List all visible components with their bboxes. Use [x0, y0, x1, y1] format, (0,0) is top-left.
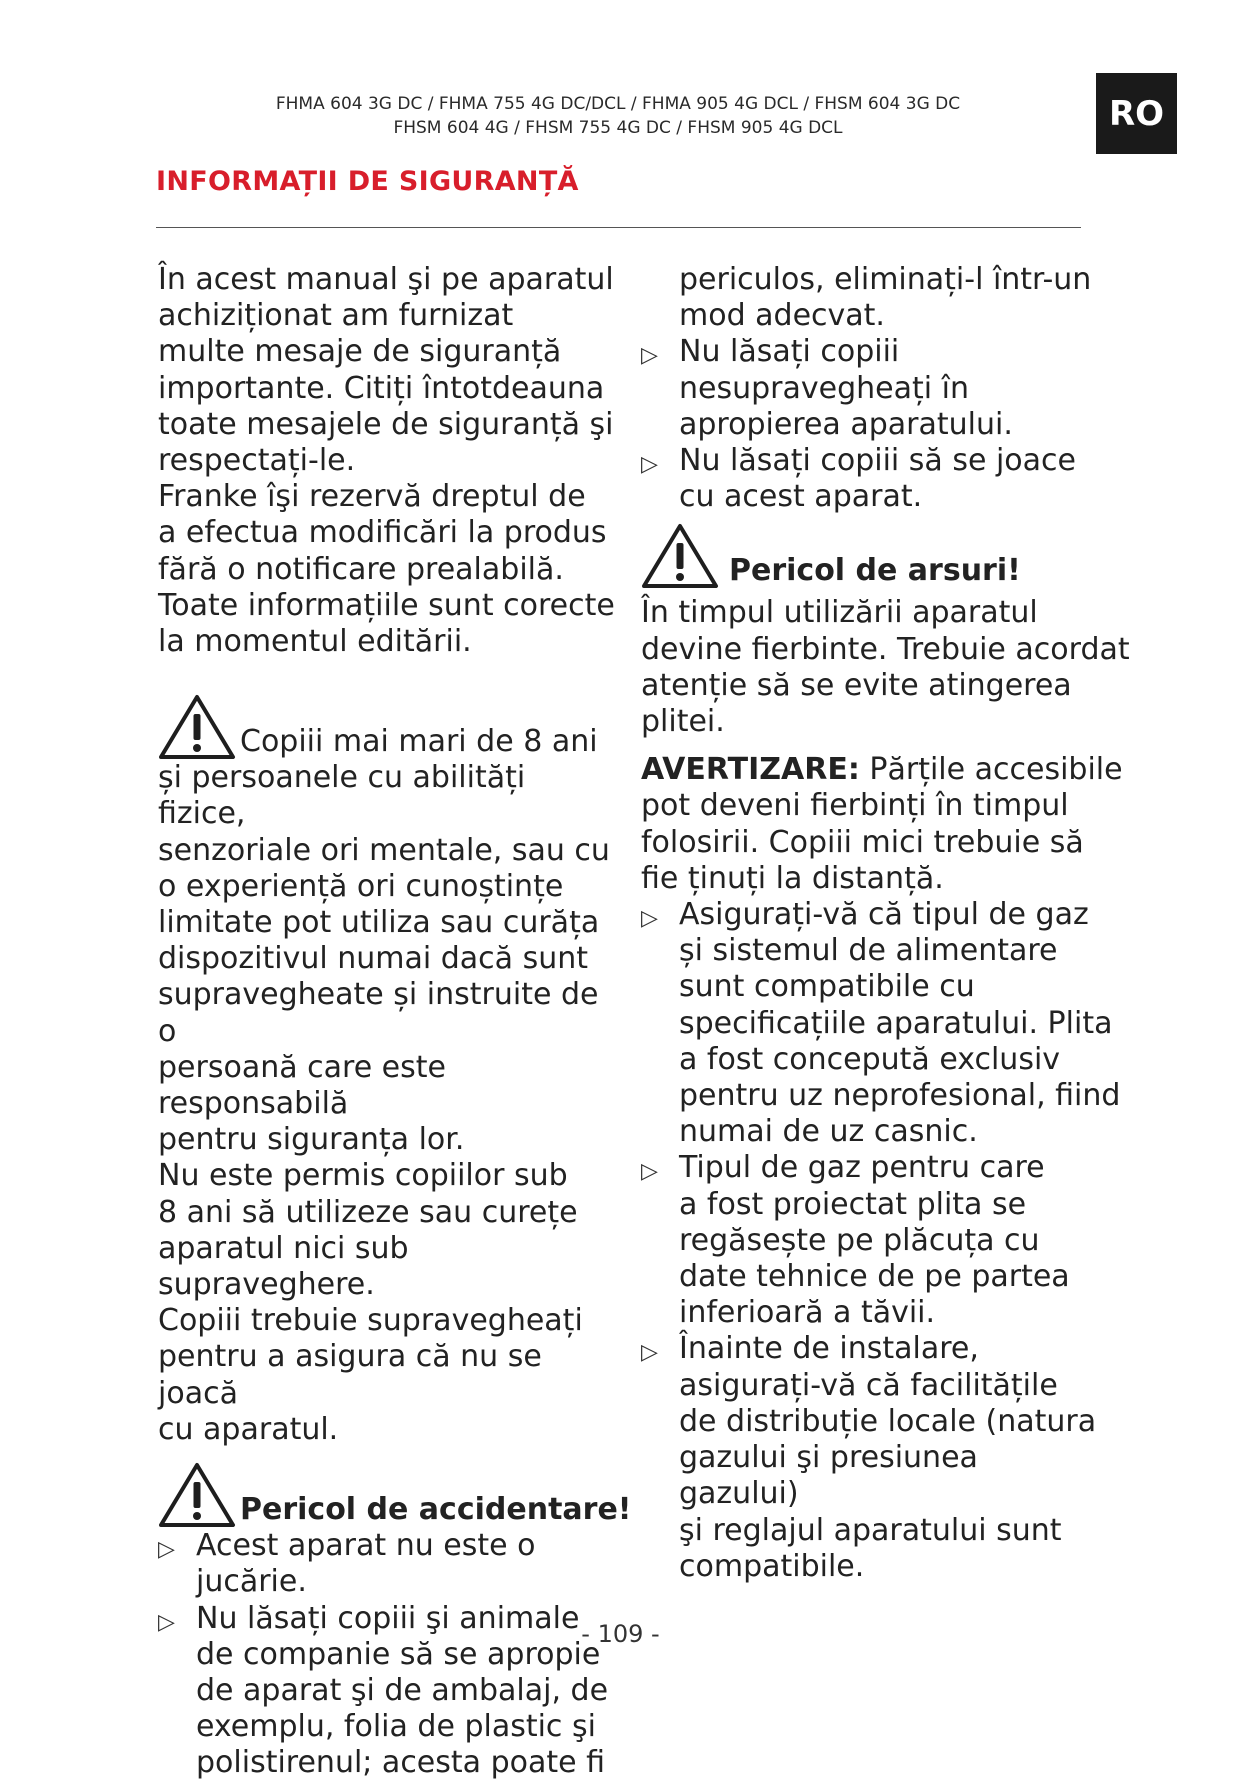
bullet-unsupervised: ▷ Nu lăsați copiii nesupravegheați în apropierea aparatului. [641, 334, 1013, 442]
burn-heading: Pericol de arsuri! [641, 523, 1101, 589]
bullet-marker-icon: ▷ [158, 1537, 175, 1563]
bullet-marker-icon: ▷ [641, 1159, 658, 1185]
warning-triangle-icon [158, 694, 236, 760]
warning-triangle-icon [158, 1462, 236, 1528]
bullet-gas-type: ▷ Asigurați-vă că tipul de gaz și sistemul de alimentare sunt compatibile cu specificațiile aparatului. Plita a fost concepută exclusiv pentru uz neprofesional, fiind numai de uz casnic. [641, 897, 1121, 1150]
bullet-marker-icon: ▷ [641, 343, 658, 369]
page-number: - 109 - [581, 1620, 660, 1648]
model-line-1: FHMA 604 3G DC / FHMA 755 4G DC/DCL / FHMA 905 4G DCL / FHSM 604 3G DC [275, 94, 961, 114]
accident-heading: Pericol de accidentare! [158, 1462, 618, 1528]
model-line-2: FHSM 604 4G / FHSM 755 4G DC / FHSM 905 4G DCL [393, 118, 843, 138]
right-column [641, 262, 1130, 1585]
warning-label: AVERTIZARE: [641, 752, 860, 788]
bullet-packaging-continued: periculos, eliminați-l într-un mod adecvat. [679, 262, 1092, 334]
page-title: INFORMAȚII DE SIGURANȚĂ [156, 166, 579, 197]
title-divider [156, 227, 1081, 228]
warning-paragraph: AVERTIZARE: Părțile accesibile pot deveni fierbinți în timpul folosirii. Copiii mici trebuie să fie ținuți la distanță. [641, 752, 1123, 896]
bullet-marker-icon: ▷ [641, 1340, 658, 1366]
bullet-no-play: ▷ Nu lăsați copiii să se joace cu acest aparat. [641, 443, 1076, 515]
bullet-marker-icon: ▷ [158, 1609, 175, 1635]
bullet-rating-plate: ▷ Tipul de gaz pentru care a fost proiectat plita se regăsește pe plăcuța cu date tehnice de pe partea inferioară a tăvii. [641, 1150, 1070, 1331]
language-badge: RO [1096, 73, 1177, 154]
children-warning-heading: Copiii mai mari de 8 ani [158, 694, 618, 760]
model-list [150, 92, 1086, 140]
intro-paragraph: În acest manual şi pe aparatul achiziționat am furnizat multe mesaje de siguranță importante. Citiți întotdeauna toate mesajele de siguranță şi respectați-le. Franke îşi rezervă dreptul de a efectua modificări la produs fără o notificare prealabilă. Toate informațiile sunt corecte la momentul editării. [158, 262, 615, 660]
children-paragraph: și persoanele cu abilități fizice, senzoriale ori mentale, sau cu o experiență ori cunoștințe limitate pot utiliza sau curăța dispozitivul numai dacă sunt supravegheate și instruite de o persoană care este responsabilă pentru siguranța lor. Nu este permis copiilor sub 8 ani să utilizeze sau curețe aparatul nici sub supraveghere. Copiii trebuie supravegheați pentru a asigura că nu se joacă cu aparatul. [158, 760, 610, 1447]
warning-triangle-icon [641, 523, 719, 589]
bullet-marker-icon: ▷ [641, 906, 658, 932]
bullet-not-toy: ▷ Acest aparat nu este o jucărie. [158, 1528, 536, 1600]
bullet-packaging: ▷ Nu lăsați copiii şi animale de companie să se apropie de aparat şi de ambalaj, de exemplu, folia de plastic şi polistirenul; acesta poate fi [158, 1600, 609, 1781]
bullet-marker-icon: ▷ [641, 452, 658, 478]
burn-paragraph: În timpul utilizării aparatul devine fierbinte. Trebuie acordat atenție să se evite atingerea plitei. [641, 595, 1130, 740]
bullet-before-install: ▷ Înainte de instalare, asigurați-vă că facilitățile de distribuție locale (natura gazului şi presiunea gazului) şi reglajul aparatului sunt compatibile. [641, 1331, 1097, 1584]
